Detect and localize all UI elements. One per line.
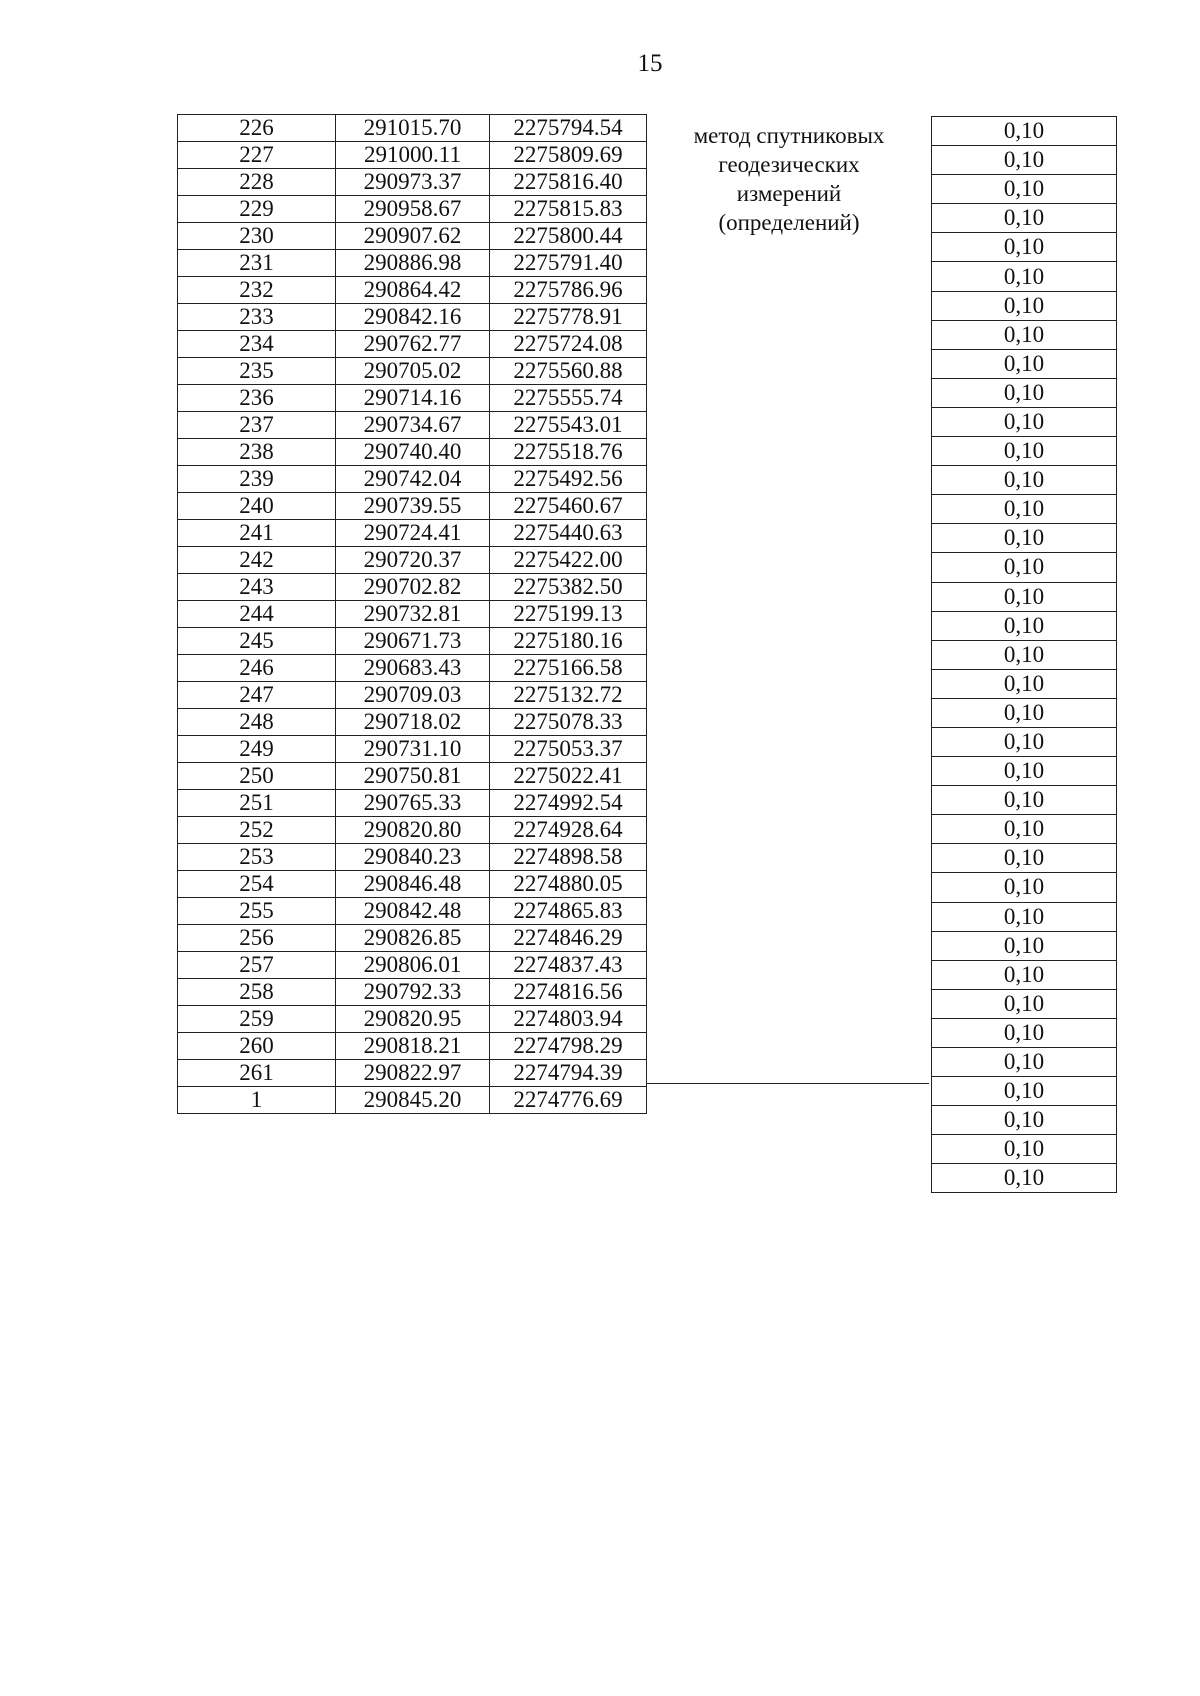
table-row	[932, 873, 1117, 902]
accuracy-cell: 0,10	[932, 233, 1117, 262]
y-coordinate-cell: 2275560.88	[490, 358, 647, 385]
table-row	[932, 320, 1117, 349]
table-row	[932, 931, 1117, 960]
x-coordinate-cell: 290731.10	[336, 736, 490, 763]
point-number-cell: 261	[178, 1060, 336, 1087]
accuracy-cell: 0,10	[932, 727, 1117, 756]
accuracy-cell: 0,10	[932, 437, 1117, 466]
table-row	[178, 493, 647, 520]
point-number-cell: 240	[178, 493, 336, 520]
point-number-cell: 244	[178, 601, 336, 628]
y-coordinate-cell: 2275543.01	[490, 412, 647, 439]
accuracy-cell: 0,10	[932, 844, 1117, 873]
table-row	[932, 698, 1117, 727]
accuracy-cell: 0,10	[932, 1106, 1117, 1135]
point-number-cell: 230	[178, 223, 336, 250]
table-row	[932, 815, 1117, 844]
y-coordinate-cell: 2275794.54	[490, 115, 647, 142]
x-coordinate-cell: 290739.55	[336, 493, 490, 520]
coordinates-table-body	[178, 115, 647, 1114]
point-number-cell: 251	[178, 790, 336, 817]
point-number-cell: 255	[178, 898, 336, 925]
accuracy-cell: 0,10	[932, 291, 1117, 320]
y-coordinate-cell: 2274794.39	[490, 1060, 647, 1087]
accuracy-cell: 0,10	[932, 960, 1117, 989]
point-number-cell: 231	[178, 250, 336, 277]
table-row	[932, 495, 1117, 524]
table-row	[178, 1006, 647, 1033]
table-row	[932, 611, 1117, 640]
point-number-cell: 257	[178, 952, 336, 979]
x-coordinate-cell: 290886.98	[336, 250, 490, 277]
point-number-cell: 235	[178, 358, 336, 385]
table-row	[932, 989, 1117, 1018]
table-row	[932, 437, 1117, 466]
accuracy-cell: 0,10	[932, 757, 1117, 786]
y-coordinate-cell: 2275132.72	[490, 682, 647, 709]
point-number-cell: 239	[178, 466, 336, 493]
y-coordinate-cell: 2274992.54	[490, 790, 647, 817]
table-row	[178, 412, 647, 439]
point-number-cell: 249	[178, 736, 336, 763]
accuracy-cell: 0,10	[932, 931, 1117, 960]
x-coordinate-cell: 290820.95	[336, 1006, 490, 1033]
table-row	[178, 709, 647, 736]
y-coordinate-cell: 2275382.50	[490, 574, 647, 601]
y-coordinate-cell: 2275440.63	[490, 520, 647, 547]
accuracy-cell: 0,10	[932, 1077, 1117, 1106]
point-number-cell: 247	[178, 682, 336, 709]
accuracy-cell: 0,10	[932, 698, 1117, 727]
y-coordinate-cell: 2275518.76	[490, 439, 647, 466]
table-row	[932, 378, 1117, 407]
x-coordinate-cell: 290720.37	[336, 547, 490, 574]
table-row	[178, 952, 647, 979]
point-number-cell: 228	[178, 169, 336, 196]
y-coordinate-cell: 2275791.40	[490, 250, 647, 277]
point-number-cell: 237	[178, 412, 336, 439]
x-coordinate-cell: 290740.40	[336, 439, 490, 466]
table-row	[932, 291, 1117, 320]
x-coordinate-cell: 290820.80	[336, 817, 490, 844]
point-number-cell: 1	[178, 1087, 336, 1114]
table-row	[178, 655, 647, 682]
point-number-cell: 232	[178, 277, 336, 304]
method-line: геодезических	[718, 152, 860, 177]
table-row	[932, 727, 1117, 756]
y-coordinate-cell: 2275800.44	[490, 223, 647, 250]
table-row	[178, 1060, 647, 1087]
table-row	[932, 902, 1117, 931]
table-row	[178, 250, 647, 277]
accuracy-cell: 0,10	[932, 262, 1117, 291]
accuracy-cell: 0,10	[932, 989, 1117, 1018]
method-column-bottom-rule	[646, 1083, 929, 1084]
table-row	[932, 117, 1117, 146]
table-row	[178, 277, 647, 304]
table-row	[178, 547, 647, 574]
table-row	[932, 786, 1117, 815]
table-row	[178, 898, 647, 925]
x-coordinate-cell: 290732.81	[336, 601, 490, 628]
table-row	[932, 175, 1117, 204]
table-row	[178, 466, 647, 493]
table-row	[932, 1048, 1117, 1077]
point-number-cell: 252	[178, 817, 336, 844]
point-number-cell: 233	[178, 304, 336, 331]
table-row	[932, 204, 1117, 233]
x-coordinate-cell: 290826.85	[336, 925, 490, 952]
accuracy-cell: 0,10	[932, 640, 1117, 669]
table-row	[178, 574, 647, 601]
y-coordinate-cell: 2274816.56	[490, 979, 647, 1006]
table-row	[178, 790, 647, 817]
accuracy-cell: 0,10	[932, 902, 1117, 931]
x-coordinate-cell: 290705.02	[336, 358, 490, 385]
accuracy-cell: 0,10	[932, 815, 1117, 844]
x-coordinate-cell: 290818.21	[336, 1033, 490, 1060]
x-coordinate-cell: 290973.37	[336, 169, 490, 196]
table-row	[178, 628, 647, 655]
table-row	[932, 349, 1117, 378]
y-coordinate-cell: 2275053.37	[490, 736, 647, 763]
table-row	[178, 1033, 647, 1060]
table-row	[178, 520, 647, 547]
table-row	[932, 1164, 1117, 1193]
x-coordinate-cell: 290718.02	[336, 709, 490, 736]
accuracy-cell: 0,10	[932, 378, 1117, 407]
accuracy-cell: 0,10	[932, 611, 1117, 640]
x-coordinate-cell: 290792.33	[336, 979, 490, 1006]
accuracy-cell: 0,10	[932, 582, 1117, 611]
y-coordinate-cell: 2275180.16	[490, 628, 647, 655]
table-row	[932, 524, 1117, 553]
y-coordinate-cell: 2275724.08	[490, 331, 647, 358]
table-row	[932, 669, 1117, 698]
y-coordinate-cell: 2275422.00	[490, 547, 647, 574]
accuracy-table-body	[932, 117, 1117, 1193]
y-coordinate-cell: 2275816.40	[490, 169, 647, 196]
x-coordinate-cell: 290907.62	[336, 223, 490, 250]
table-row	[932, 466, 1117, 495]
table-row	[178, 601, 647, 628]
point-number-cell: 236	[178, 385, 336, 412]
accuracy-cell: 0,10	[932, 1135, 1117, 1164]
table-row	[178, 682, 647, 709]
accuracy-table	[931, 116, 1117, 1193]
point-number-cell: 238	[178, 439, 336, 466]
x-coordinate-cell: 290840.23	[336, 844, 490, 871]
coordinates-table	[177, 114, 647, 1114]
accuracy-cell: 0,10	[932, 204, 1117, 233]
point-number-cell: 256	[178, 925, 336, 952]
accuracy-cell: 0,10	[932, 873, 1117, 902]
table-row	[178, 817, 647, 844]
accuracy-cell: 0,10	[932, 349, 1117, 378]
x-coordinate-cell: 290806.01	[336, 952, 490, 979]
y-coordinate-cell: 2275460.67	[490, 493, 647, 520]
accuracy-cell: 0,10	[932, 786, 1117, 815]
table-row	[178, 925, 647, 952]
table-row	[178, 1087, 647, 1114]
accuracy-cell: 0,10	[932, 146, 1117, 175]
x-coordinate-cell: 290845.20	[336, 1087, 490, 1114]
y-coordinate-cell: 2274846.29	[490, 925, 647, 952]
accuracy-cell: 0,10	[932, 407, 1117, 436]
table-row	[178, 844, 647, 871]
table-row	[932, 146, 1117, 175]
point-number-cell: 254	[178, 871, 336, 898]
y-coordinate-cell: 2275078.33	[490, 709, 647, 736]
table-row	[932, 582, 1117, 611]
y-coordinate-cell: 2275555.74	[490, 385, 647, 412]
y-coordinate-cell: 2275786.96	[490, 277, 647, 304]
table-row	[178, 331, 647, 358]
table-row	[178, 142, 647, 169]
point-number-cell: 259	[178, 1006, 336, 1033]
point-number-cell: 248	[178, 709, 336, 736]
method-description	[654, 121, 924, 237]
table-row	[932, 553, 1117, 582]
point-number-cell: 241	[178, 520, 336, 547]
point-number-cell: 234	[178, 331, 336, 358]
y-coordinate-cell: 2274798.29	[490, 1033, 647, 1060]
table-row	[932, 960, 1117, 989]
point-number-cell: 245	[178, 628, 336, 655]
table-row	[178, 169, 647, 196]
x-coordinate-cell: 290864.42	[336, 277, 490, 304]
y-coordinate-cell: 2275492.56	[490, 466, 647, 493]
table-row	[932, 233, 1117, 262]
table-row	[178, 736, 647, 763]
y-coordinate-cell: 2274880.05	[490, 871, 647, 898]
accuracy-cell: 0,10	[932, 466, 1117, 495]
y-coordinate-cell: 2275166.58	[490, 655, 647, 682]
table-row	[178, 763, 647, 790]
y-coordinate-cell: 2274803.94	[490, 1006, 647, 1033]
table-row	[932, 1018, 1117, 1047]
x-coordinate-cell: 290683.43	[336, 655, 490, 682]
x-coordinate-cell: 290846.48	[336, 871, 490, 898]
y-coordinate-cell: 2274865.83	[490, 898, 647, 925]
x-coordinate-cell: 291015.70	[336, 115, 490, 142]
point-number-cell: 246	[178, 655, 336, 682]
y-coordinate-cell: 2274928.64	[490, 817, 647, 844]
table-row	[932, 262, 1117, 291]
accuracy-cell: 0,10	[932, 669, 1117, 698]
method-line: метод спутниковых	[693, 123, 885, 148]
x-coordinate-cell: 290709.03	[336, 682, 490, 709]
table-row	[178, 115, 647, 142]
point-number-cell: 250	[178, 763, 336, 790]
method-line: (определений)	[718, 210, 860, 235]
accuracy-cell: 0,10	[932, 117, 1117, 146]
table-row	[178, 304, 647, 331]
accuracy-cell: 0,10	[932, 524, 1117, 553]
point-number-cell: 229	[178, 196, 336, 223]
table-row	[932, 1106, 1117, 1135]
table-row	[178, 871, 647, 898]
table-row	[178, 223, 647, 250]
x-coordinate-cell: 290742.04	[336, 466, 490, 493]
x-coordinate-cell: 290842.16	[336, 304, 490, 331]
accuracy-cell: 0,10	[932, 320, 1117, 349]
point-number-cell: 227	[178, 142, 336, 169]
y-coordinate-cell: 2275809.69	[490, 142, 647, 169]
table-row	[932, 1135, 1117, 1164]
table-row	[178, 439, 647, 466]
point-number-cell: 226	[178, 115, 336, 142]
accuracy-cell: 0,10	[932, 1164, 1117, 1193]
table-row	[178, 358, 647, 385]
method-line: измерений	[736, 181, 842, 206]
x-coordinate-cell: 291000.11	[336, 142, 490, 169]
y-coordinate-cell: 2274837.43	[490, 952, 647, 979]
table-row	[178, 196, 647, 223]
point-number-cell: 260	[178, 1033, 336, 1060]
y-coordinate-cell: 2275199.13	[490, 601, 647, 628]
y-coordinate-cell: 2274898.58	[490, 844, 647, 871]
point-number-cell: 253	[178, 844, 336, 871]
point-number-cell: 258	[178, 979, 336, 1006]
point-number-cell: 243	[178, 574, 336, 601]
y-coordinate-cell: 2275022.41	[490, 763, 647, 790]
accuracy-cell: 0,10	[932, 175, 1117, 204]
x-coordinate-cell: 290734.67	[336, 412, 490, 439]
point-number-cell: 242	[178, 547, 336, 574]
y-coordinate-cell: 2275815.83	[490, 196, 647, 223]
x-coordinate-cell: 290762.77	[336, 331, 490, 358]
x-coordinate-cell: 290750.81	[336, 763, 490, 790]
x-coordinate-cell: 290671.73	[336, 628, 490, 655]
accuracy-cell: 0,10	[932, 553, 1117, 582]
table-row	[178, 979, 647, 1006]
x-coordinate-cell: 290765.33	[336, 790, 490, 817]
x-coordinate-cell: 290702.82	[336, 574, 490, 601]
x-coordinate-cell: 290842.48	[336, 898, 490, 925]
accuracy-cell: 0,10	[932, 495, 1117, 524]
x-coordinate-cell: 290958.67	[336, 196, 490, 223]
table-row	[932, 407, 1117, 436]
table-row	[932, 640, 1117, 669]
accuracy-cell: 0,10	[932, 1018, 1117, 1047]
x-coordinate-cell: 290724.41	[336, 520, 490, 547]
table-row	[178, 385, 647, 412]
page-number: 15	[637, 50, 663, 77]
x-coordinate-cell: 290822.97	[336, 1060, 490, 1087]
table-row	[932, 844, 1117, 873]
accuracy-cell: 0,10	[932, 1048, 1117, 1077]
y-coordinate-cell: 2275778.91	[490, 304, 647, 331]
x-coordinate-cell: 290714.16	[336, 385, 490, 412]
table-row	[932, 757, 1117, 786]
table-row	[932, 1077, 1117, 1106]
y-coordinate-cell: 2274776.69	[490, 1087, 647, 1114]
